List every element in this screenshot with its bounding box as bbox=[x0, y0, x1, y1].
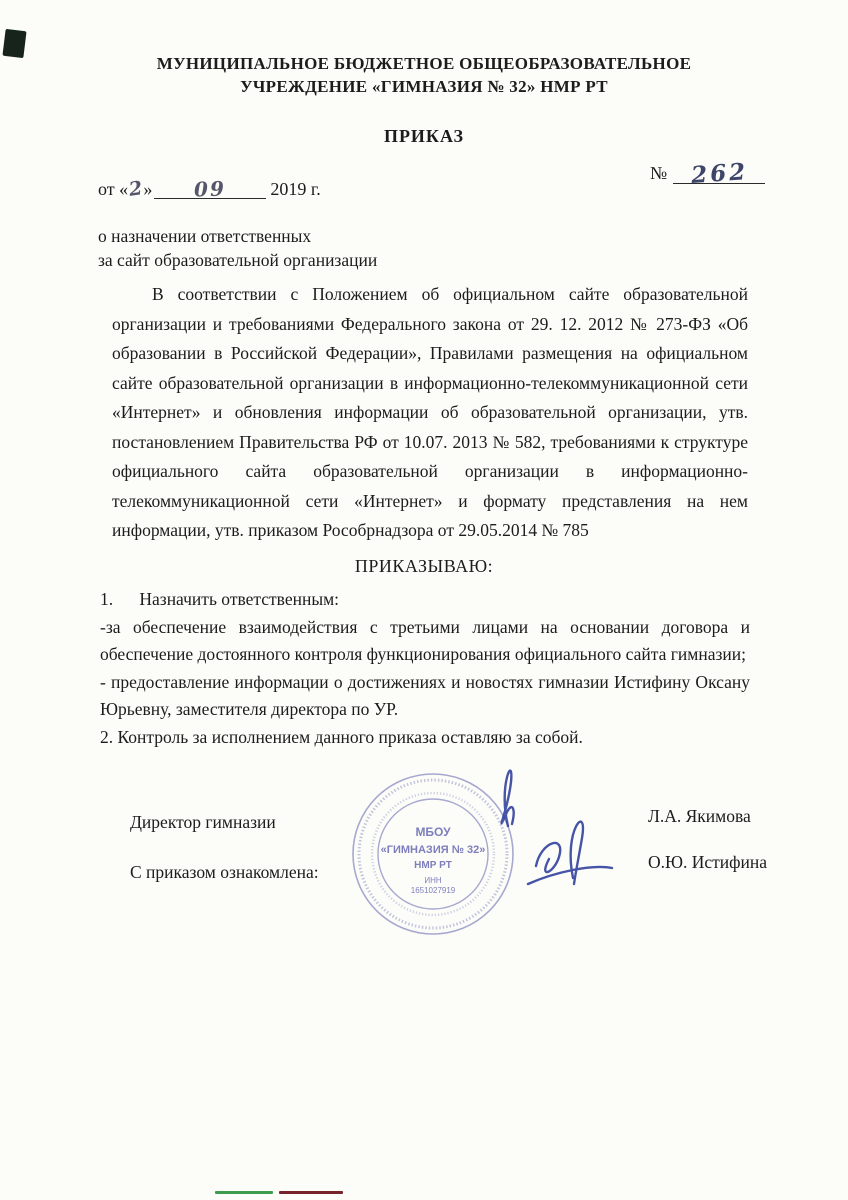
order-number-line bbox=[650, 158, 765, 189]
order-subject bbox=[98, 224, 377, 272]
stamp-text-nmr-rt: НМР РТ bbox=[414, 860, 452, 871]
scan-artifact-strip-green bbox=[215, 1191, 273, 1194]
order-item-3: - предоставление информации о достижениях и новостях гимназии Истифину Оксану Юрьевну, заместителя директора по УР. bbox=[100, 672, 750, 719]
document-type-heading: ПРИКАЗ bbox=[383, 126, 465, 146]
org-name-line1: МУНИЦИПАЛЬНОЕ БЮДЖЕТНОЕ ОБЩЕОБРАЗОВАТЕЛЬНОЕ bbox=[156, 54, 692, 73]
order-heading: ПРИКАЗЫВАЮ: bbox=[354, 556, 494, 576]
handwritten-signatures bbox=[330, 738, 660, 948]
date-suffix: » bbox=[143, 179, 153, 199]
stamp-text-inn-label: ИНН bbox=[424, 876, 442, 885]
scan-artifact-strip-red bbox=[279, 1191, 343, 1194]
order-body-paragraph: В соответствии с Положением об официальном сайте образовательной организации и требованиями Федерального закона от 29. 12. 2012 № 273-ФЗ «Об образовании в Российской Федерации», Правилами размещения на официальном сайте образовательной организации в информационно-телекоммуникационной сети «Интернет» и обновления информации об образовательной организации, утв. постановлением Правительства РФ от 10.07. 2013 № 582, требованиями к структуре официального сайта образовательной организации в информационно-телекоммуникационной сети «Интернет» и формату представления на нем информации, утв. приказом Рособрнадзора от 29.05.2014 № 785 bbox=[112, 284, 748, 540]
date-month-value: 09 bbox=[194, 176, 227, 202]
order-item-1: 1. Назначить ответственным: bbox=[100, 589, 340, 609]
date-prefix: от « bbox=[98, 179, 129, 199]
order-date-line bbox=[98, 178, 321, 200]
acknowledged-signature-stroke2 bbox=[571, 822, 583, 884]
signature-label-director: Директор гимназии bbox=[130, 812, 276, 832]
order-items bbox=[100, 586, 750, 752]
stamp-text-mbou: МБОУ bbox=[415, 825, 451, 839]
order-item-2: -за обеспечение взаимодействия с третьими лицами на основании договора и обеспечение достоянного контроля функционирования официального сайта гимназии; bbox=[100, 617, 750, 664]
acknowledged-signature-underline bbox=[528, 867, 612, 884]
stamp-text-inn-value: 1651027919 bbox=[410, 886, 456, 895]
signature-name-director: Л.А. Якимова bbox=[648, 806, 751, 826]
stamp-text-gymnasium: «ГИМНАЗИЯ № 32» bbox=[380, 844, 486, 856]
acknowledged-signature-stroke bbox=[536, 843, 560, 872]
org-name-line2: УЧРЕЖДЕНИЕ «ГИМНАЗИЯ № 32» НМР РТ bbox=[240, 77, 608, 96]
org-title bbox=[0, 52, 848, 98]
order-number-label: № bbox=[650, 163, 668, 183]
order-number-value: 262 bbox=[689, 158, 749, 189]
subject-line2: за сайт образовательной организации bbox=[98, 250, 378, 270]
order-item-4: 2. Контроль за исполнением данного приказа оставляю за собой. bbox=[100, 727, 583, 747]
date-day-value: 2 bbox=[127, 177, 144, 201]
signature-label-acknowledged: С приказом ознакомлена: bbox=[130, 862, 319, 882]
date-year: 2019 г. bbox=[270, 179, 321, 199]
subject-line1: о назначении ответственных bbox=[98, 226, 312, 246]
director-signature-stroke bbox=[502, 771, 514, 826]
signature-name-acknowledged: О.Ю. Истифина bbox=[648, 852, 768, 872]
